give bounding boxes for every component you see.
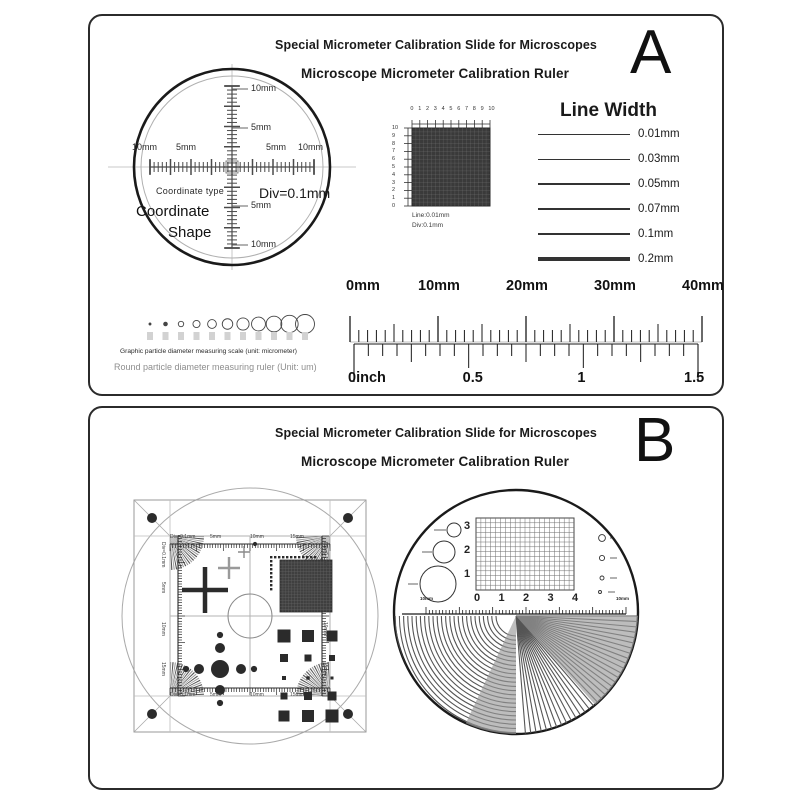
grid-top-tick: 2 <box>426 106 430 112</box>
reticle-caption-name-2: Shape <box>168 224 212 241</box>
reticle-disc-label: 10mm <box>616 596 630 601</box>
test-chart-edge-label: 5mm <box>210 692 222 698</box>
panel-a <box>88 14 724 396</box>
grid-top-tick: 8 <box>472 106 476 112</box>
grid-left-tick: 4 <box>392 171 396 178</box>
grid-block <box>390 106 500 246</box>
grid-top-tick: 3 <box>433 106 437 112</box>
mm-ruler-label: 30mm <box>594 278 636 294</box>
line-width-chart <box>538 100 708 290</box>
panel-b-header-line2: Microscope Micrometer Calibration Ruler <box>301 454 569 469</box>
test-chart-edge-label: 15mm <box>322 662 328 676</box>
reticle-label-top-inner: 5mm <box>251 122 271 132</box>
test-chart-edge-label: Div=0.1mm <box>170 534 196 540</box>
inch-ruler-label: 0.5 <box>462 370 483 386</box>
inch-ruler-label: 0inch <box>348 370 386 386</box>
reticle-disc <box>388 484 644 746</box>
panel-b <box>88 406 724 790</box>
reticle-disc-label: 3 <box>464 520 471 532</box>
test-chart-edge-label: 15mm <box>290 534 304 540</box>
inch-ruler-label: 1.5 <box>684 370 705 386</box>
panel-b-letter: B <box>634 406 676 475</box>
reticle-disc-label: 2 <box>464 544 471 556</box>
test-chart-edge-label: 5mm <box>160 582 166 594</box>
reticle-disc-label: 4 <box>572 592 579 604</box>
grid-left-tick: 0 <box>392 203 396 209</box>
test-chart-edge-label: 15mm <box>160 662 166 676</box>
line-width-row <box>538 203 680 215</box>
reticle-label-right-outer: 10mm <box>298 142 324 152</box>
grid-left-tick: 8 <box>392 140 396 147</box>
mm-ruler-label: 40mm <box>682 278 724 294</box>
grid-left-tick: 1 <box>392 195 396 202</box>
inch-ruler-graphic <box>340 340 710 388</box>
line-width-row <box>538 153 680 165</box>
line-width-row <box>538 253 673 265</box>
reticle-division-label: Div=0.1mm <box>259 185 331 201</box>
reticle-label-left-inner: 5mm <box>176 142 196 152</box>
grid-left-tick: 7 <box>392 148 396 155</box>
line-width-label: 0.05mm <box>638 178 680 190</box>
resolution-test-chart <box>110 464 390 764</box>
grid-top-tick: 5 <box>449 106 453 112</box>
panel-a-letter: A <box>630 18 672 87</box>
line-width-row <box>538 228 673 240</box>
grid-left-tick: 5 <box>392 164 396 170</box>
grid-top-tick: 6 <box>457 106 461 112</box>
reticle-caption-type: Coordinate type <box>156 186 225 196</box>
reticle-disc-label: 2 <box>523 592 530 604</box>
grid-top-tick: 0 <box>410 106 414 112</box>
line-width-sample <box>538 257 630 260</box>
grid-top-tick: 9 <box>480 106 484 112</box>
test-chart-edge-label: 10mm <box>322 622 328 636</box>
line-width-sample <box>538 159 630 160</box>
reticle-disc-label: 0 <box>474 592 481 604</box>
panel-a-header-line1: Special Micrometer Calibration Slide for Microscopes <box>275 38 597 52</box>
mm-ruler-label: 20mm <box>506 278 548 294</box>
line-width-row <box>538 178 680 190</box>
particle-scale <box>112 304 338 382</box>
reticle-disc-label: 3 <box>547 592 554 604</box>
test-chart-edge-label: Div=0.1mm <box>170 692 196 698</box>
reticle-label-bottom-outer: 10mm <box>251 239 277 249</box>
grid-left-tick: 10 <box>392 125 399 131</box>
test-chart-edge-label: Div=0.1mm <box>160 542 166 568</box>
test-chart-edge-label: 15mm <box>290 692 304 698</box>
panel-a-header-line2: Microscope Micrometer Calibration Ruler <box>301 66 569 81</box>
panel-b-header-line1: Special Micrometer Calibration Slide for Microscopes <box>275 426 597 440</box>
line-width-sample <box>538 233 630 235</box>
line-width-label: 0.03mm <box>638 153 680 165</box>
line-width-title: Line Width <box>560 100 657 121</box>
line-width-label: 0.2mm <box>638 253 674 265</box>
mm-ruler-label: 10mm <box>418 278 460 294</box>
grid-top-tick: 1 <box>418 106 422 112</box>
coordinate-reticle <box>108 64 356 270</box>
reticle-label-right-inner: 5mm <box>266 142 286 152</box>
particle-caption-line2: Round particle diameter measuring ruler (Unit: um) <box>114 362 317 372</box>
reticle-label-top-outer: 10mm <box>251 83 277 93</box>
test-chart-edge-label: 5mm <box>210 534 222 540</box>
mm-ruler-label: 0mm <box>346 278 380 294</box>
line-width-label: 0.01mm <box>638 128 680 140</box>
particle-caption-line1: Graphic particle diameter measuring scale (unit: micrometer) <box>120 348 297 355</box>
line-width-sample <box>538 134 630 135</box>
reticle-disc-label: 1 <box>464 568 471 580</box>
grid-caption-line2: Div:0.1mm <box>412 222 444 229</box>
grid-left-tick: 9 <box>392 132 396 139</box>
line-width-label: 0.1mm <box>638 228 674 240</box>
inch-ruler-label: 1 <box>577 370 586 386</box>
reticle-label-left-outer: 10mm <box>132 142 158 152</box>
line-width-label: 0.07mm <box>638 203 680 215</box>
reticle-label-bottom-inner: 5mm <box>251 200 271 210</box>
grid-left-tick: 3 <box>392 179 396 186</box>
reticle-disc-label: 1 <box>498 592 505 604</box>
line-width-sample <box>538 183 630 184</box>
test-chart-edge-label: Div=0.1mm <box>322 542 328 568</box>
grid-left-tick: 2 <box>392 187 396 194</box>
reticle-caption-name-1: Coordinate <box>136 203 210 220</box>
line-width-row <box>538 128 680 140</box>
test-chart-edge-label: 10mm <box>250 692 264 698</box>
grid-left-tick: 6 <box>392 156 396 163</box>
line-width-sample <box>538 208 630 210</box>
test-chart-edge-label: 10mm <box>250 534 264 540</box>
grid-top-tick: 4 <box>441 106 445 112</box>
grid-top-tick: 10 <box>488 106 495 112</box>
test-chart-edge-label: 10mm <box>160 622 166 636</box>
reticle-disc-label: 10mm <box>420 596 434 601</box>
grid-top-tick: 7 <box>465 106 469 112</box>
grid-caption-line1: Line:0.01mm <box>412 212 450 219</box>
dual-ruler <box>340 278 724 390</box>
test-chart-edge-label: 5mm <box>322 582 328 594</box>
